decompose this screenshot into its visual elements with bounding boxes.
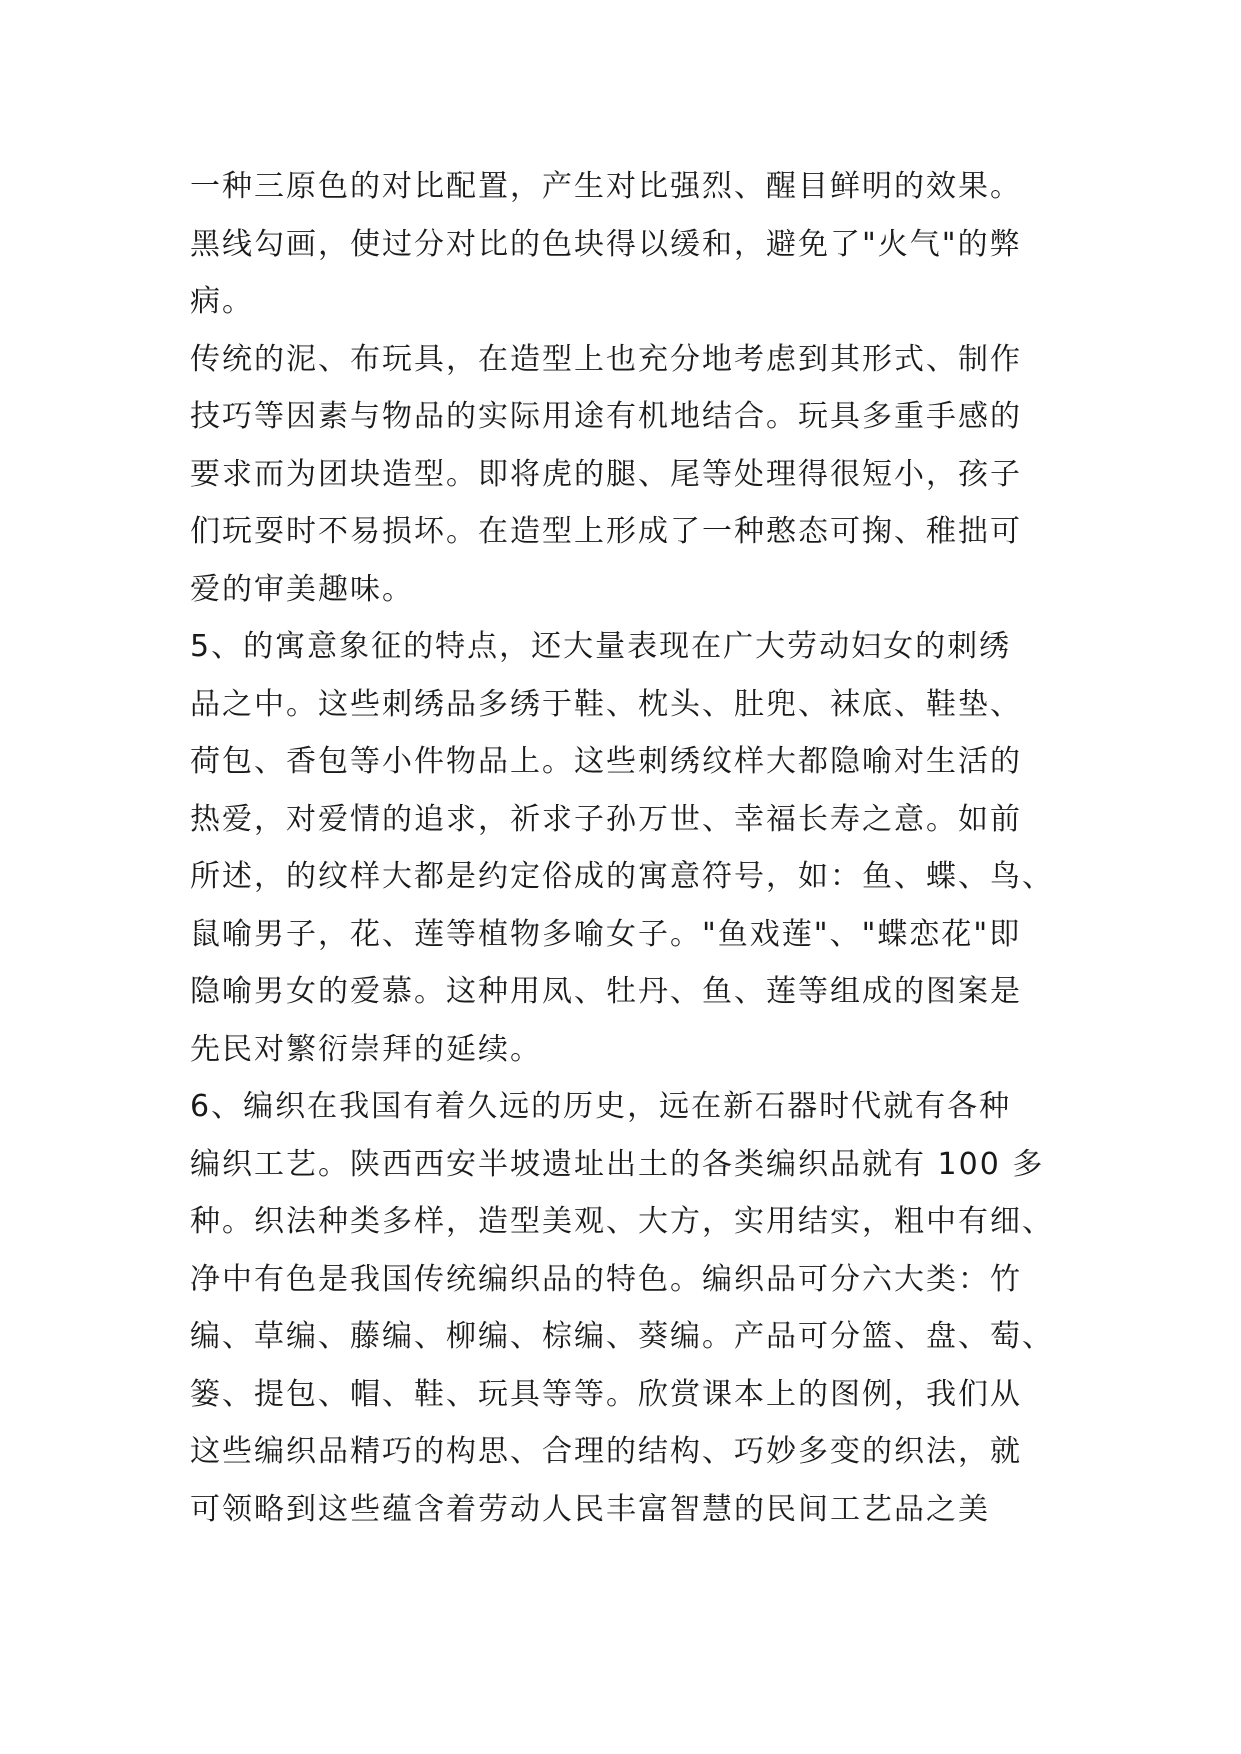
text-line: 5、的寓意象征的特点，还大量表现在广大劳动妇女的刺绣 (190, 629, 1012, 664)
text-line: 荷包、香包等小件物品上。这些刺绣纹样大都隐喻对生活的 (190, 744, 1022, 779)
body-text (190, 158, 1070, 1538)
text-line: 种。织法种类多样，造型美观、大方，实用结实，粗中有细、 (190, 1204, 1054, 1239)
text-line: 品之中。这些刺绣品多绣于鞋、枕头、肚兜、袜底、鞋垫、 (190, 686, 1022, 722)
text-line: 篓、提包、帽、鞋、玩具等等。欣赏课本上的图例，我们从 (190, 1376, 1022, 1412)
text-line: 爱的审美趣味。 (190, 571, 414, 607)
text-line: 要求而为团块造型。即将虎的腿、尾等处理得很短小，孩子 (190, 456, 1022, 492)
text-line: 净中有色是我国传统编织品的特色。编织品可分六大类：竹 (190, 1261, 1022, 1297)
text-line: 一种三原色的对比配置，产生对比强烈、醒目鲜明的效果。 (190, 169, 1022, 204)
text-line: 病。 (190, 284, 254, 319)
text-line: 先民对繁衍崇拜的延续。 (190, 1031, 542, 1067)
text-line: 黑线勾画，使过分对比的色块得以缓和，避免了"火气"的弊 (190, 226, 1022, 262)
text-line: 编、草编、藤编、柳编、棕编、葵编。产品可分篮、盘、萄、 (190, 1319, 1054, 1354)
text-line: 鼠喻男子，花、莲等植物多喻女子。"鱼戏莲"、"蝶恋花"即 (190, 916, 1022, 952)
text-line: 隐喻男女的爱慕。这种用凤、牡丹、鱼、莲等组成的图案是 (190, 974, 1022, 1009)
text-line: 这些编织品精巧的构思、合理的结构、巧妙多变的织法，就 (190, 1434, 1022, 1469)
text-line: 可领略到这些蕴含着劳动人民丰富智慧的民间工艺品之美 (190, 1491, 990, 1527)
text-line: 技巧等因素与物品的实际用途有机地结合。玩具多重手感的 (190, 399, 1022, 434)
text-line: 热爱，对爱情的追求，祈求子孙万世、幸福长寿之意。如前 (190, 801, 1022, 837)
text-line: 6、编织在我国有着久远的历史，远在新石器时代就有各种 (190, 1089, 1012, 1124)
text-line: 编织工艺。陕西西安半坡遗址出土的各类编织品就有 100 多 (190, 1146, 1045, 1182)
text-line: 所述，的纹样大都是约定俗成的寓意符号，如：鱼、蝶、鸟、 (190, 859, 1054, 894)
text-line: 们玩耍时不易损坏。在造型上形成了一种憨态可掬、稚拙可 (190, 514, 1022, 549)
text-line: 传统的泥、布玩具，在造型上也充分地考虑到其形式、制作 (190, 341, 1022, 377)
